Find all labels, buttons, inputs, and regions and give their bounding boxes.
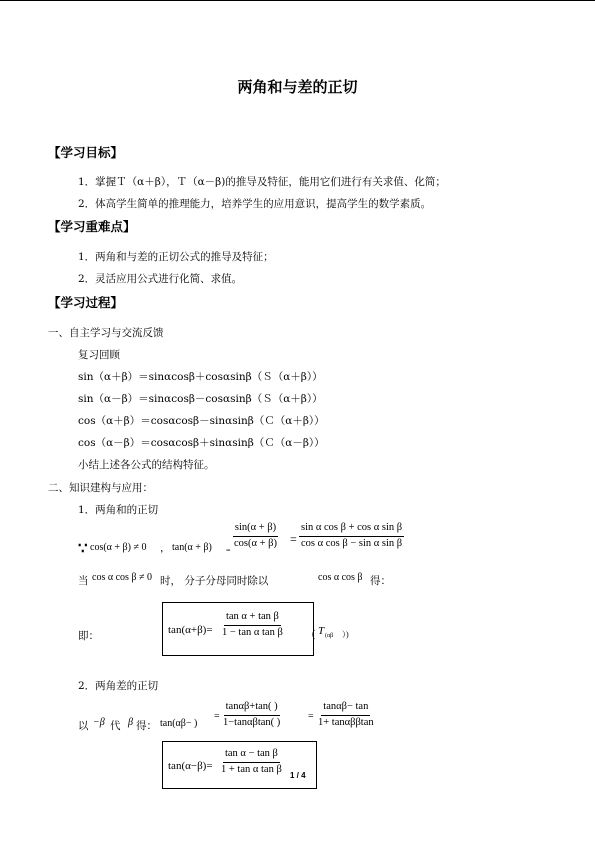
when-end: 得： [370, 575, 391, 587]
when-condition: cos α cos β ≠ 0 [92, 572, 152, 583]
fraction-denominator: 1 + tan α tan β [221, 763, 282, 775]
sub-heading-sum-tangent: 1．两角和的正切 [78, 504, 159, 516]
page-title: 两角和与差的正切 [237, 78, 358, 96]
fraction-simplified [316, 702, 376, 728]
page-number: 1 / 4 [290, 771, 306, 780]
fraction-denominator: 1−tanαβtan( ) [223, 716, 281, 728]
fraction-denominator: 1 − tan α tan β [222, 626, 283, 638]
tan-sum-lhs: tan(α + β) [172, 542, 212, 553]
fraction-expanded [299, 523, 404, 549]
fraction-numerator: tan α + tan β [224, 612, 281, 626]
because-symbol: ∵ [78, 539, 88, 557]
t-label-open: ( [312, 629, 316, 640]
fraction-sin-over-cos [232, 523, 279, 549]
sub-heading-diff-tangent: 2．两角差的正切 [78, 680, 159, 692]
fraction-numerator: sin α cos β + cos α sin β [299, 523, 404, 537]
t-label-close: ）) [342, 630, 349, 639]
replace-post: 得： [136, 720, 157, 732]
top-rule [0, 0, 595, 1]
box2-fraction [219, 749, 284, 775]
goal-item-1: 1．掌握Ｔ（α＋β），Ｔ（α－β)的推导及特征，能用它们进行有关求值、化简； [78, 176, 446, 188]
replace-prefix: 以 [78, 720, 89, 732]
formula-sin-diff: sin（α－β）＝sinαcosβ－cosαsinβ（Ｓ（α＋β）） [78, 393, 323, 405]
key-item-1: 1．两角和与差的正切公式的推导及特征； [78, 251, 274, 263]
fraction-numerator: tanαβ− tan [321, 702, 370, 716]
equals-3: = [214, 711, 220, 722]
condition-cos-sum: cos(α + β) ≠ 0 [90, 542, 147, 553]
beta: β [128, 717, 133, 728]
formula-cos-diff: cos（α－β）＝cosαcosβ＋sinαsinβ（Ｃ（α－β）） [78, 437, 325, 449]
ji-label: 即： [78, 630, 99, 642]
summary-text: 小结上述各公式的结构特征。 [78, 459, 215, 471]
when-text: 时， 分子分母同时除以 [160, 575, 269, 587]
comma: ， [160, 542, 171, 554]
equals-1: = [226, 546, 231, 555]
box1-lhs: tan(α+β)= [168, 624, 213, 636]
section-heading-goals: 【学习目标】 [48, 145, 124, 160]
formula-sin-sum: sin（α＋β）＝sinαcosβ＋cosαsinβ（Ｓ（α＋β）） [78, 371, 323, 383]
replace-mid: 代 [110, 720, 121, 732]
review-label: 复习回顾 [78, 349, 120, 361]
section-heading-key-points: 【学习重难点】 [48, 219, 136, 234]
box1-fraction [220, 612, 285, 638]
fraction-denominator: cos(α + β) [234, 537, 278, 549]
goal-item-2: 2．体高学生简单的推理能力，培养学生的应用意识，提高学生的数学素质。 [78, 198, 432, 210]
equals-4: = [308, 711, 314, 722]
t-label-sub: (αβ [325, 633, 334, 639]
neg-beta: −β [93, 717, 105, 728]
divide-by: cos α cos β [318, 572, 363, 583]
formula-cos-sum: cos（α＋β）＝cosαcosβ－sinαsinβ（Ｃ（α＋β）） [78, 415, 325, 427]
t-label: T [318, 625, 325, 637]
fraction-denominator: cos α cos β − sin α sin β [301, 537, 403, 549]
fraction-substituted [221, 702, 282, 728]
box2-lhs: tan(α−β)= [168, 760, 213, 772]
key-item-2: 2．灵活应用公式进行化简、求值。 [78, 273, 243, 285]
equals-2: = [290, 532, 297, 546]
fraction-numerator: tan α − tan β [223, 749, 280, 763]
part1-heading: 一、自主学习与交流反馈 [48, 327, 164, 339]
fraction-numerator: sin(α + β) [233, 523, 278, 537]
fraction-numerator: tanαβ+tan( ) [224, 702, 280, 716]
when-prefix: 当 [78, 575, 89, 587]
part2-heading: 二、知识建构与应用： [48, 482, 153, 494]
fraction-denominator: 1+ tanαββtan [318, 716, 374, 728]
section-heading-process: 【学习过程】 [48, 295, 124, 310]
tan-diff-lhs: tan(αβ− ) [160, 718, 198, 729]
